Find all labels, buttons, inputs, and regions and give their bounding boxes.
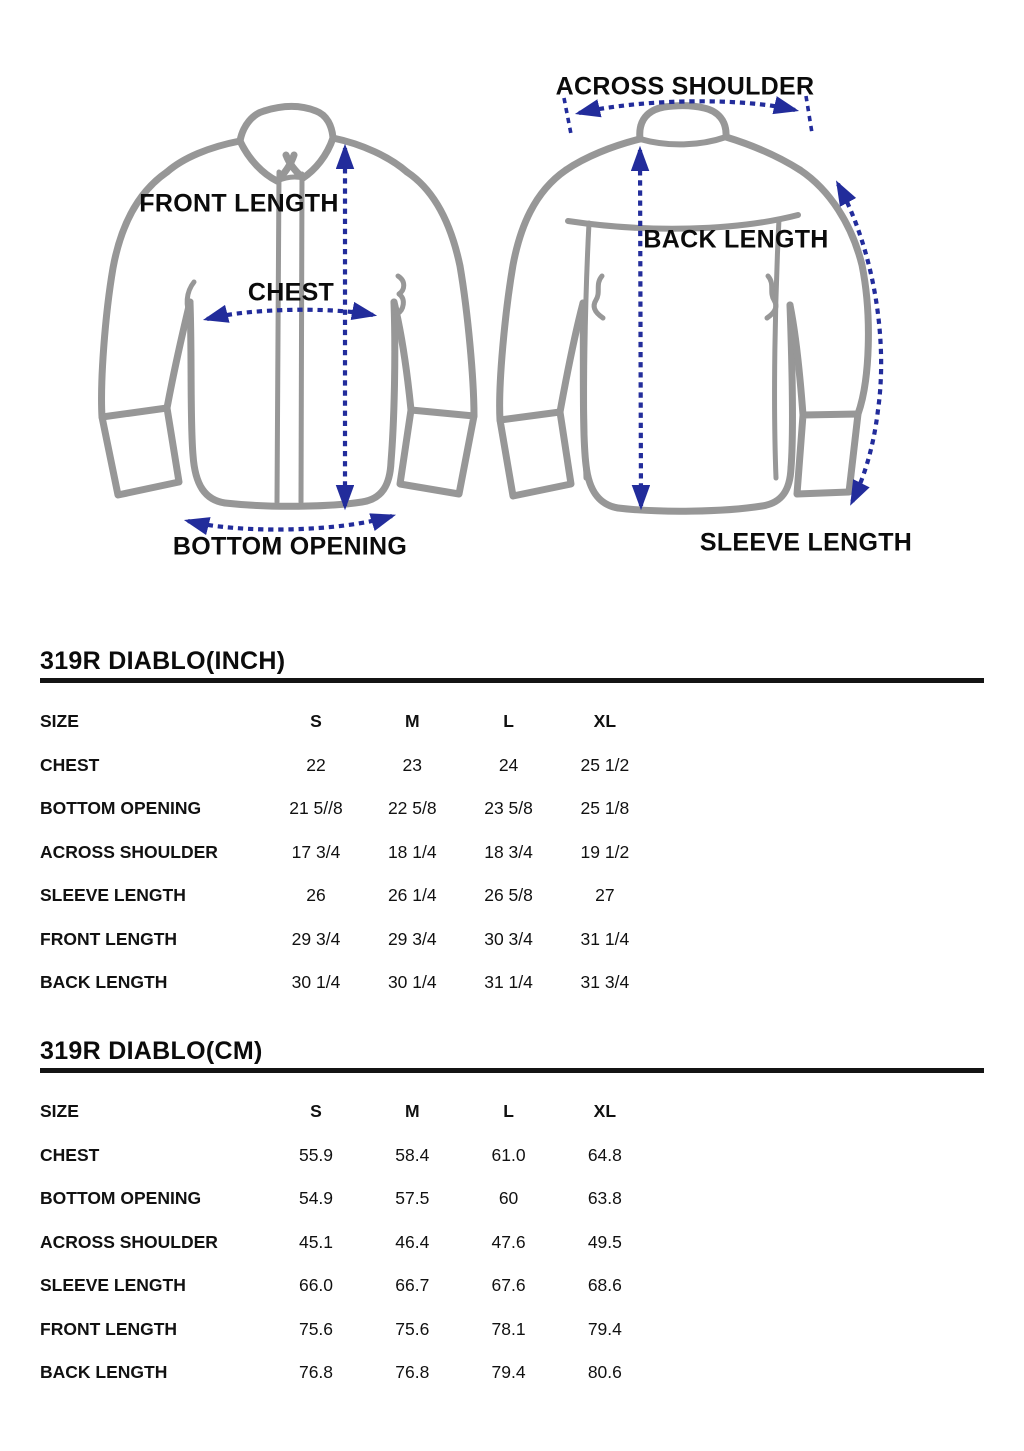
measurement-row: [40, 961, 653, 1005]
size-label-header: SIZE: [40, 1101, 79, 1122]
measurement-value: 17 3/4: [291, 841, 341, 862]
measurement-row: [40, 831, 653, 875]
measurement-value: 19 1/2: [580, 841, 630, 862]
measurement-value: 49.5: [587, 1231, 622, 1252]
measurement-value: 61.0: [491, 1144, 526, 1165]
measurement-value: 78.1: [491, 1318, 526, 1339]
measurement-row: [40, 787, 653, 831]
inch-size-table: [40, 700, 653, 1005]
measurement-value: 29 3/4: [387, 928, 437, 949]
size-column-header: M: [404, 711, 420, 732]
measurement-value: 66.7: [395, 1275, 430, 1296]
measurement-value: 29 3/4: [291, 928, 341, 949]
back-length-label: BACK LENGTH: [643, 225, 829, 254]
measurement-value: 30 3/4: [484, 928, 533, 949]
cm-table-section: [40, 1038, 984, 1395]
measurement-value: 25 1/2: [580, 754, 630, 775]
chest-label: CHEST: [247, 278, 335, 307]
measurement-row: [40, 1308, 653, 1352]
measurement-value: 21 5//8: [289, 798, 343, 819]
size-column-header: L: [503, 1101, 514, 1122]
measurement-label: ACROSS SHOULDER: [40, 841, 218, 862]
measurement-value: 47.6: [491, 1231, 526, 1252]
cm-divider-rule: [40, 1068, 984, 1073]
measurement-label: CHEST: [40, 754, 100, 775]
size-header-row: [40, 700, 653, 744]
measurement-row: [40, 744, 653, 788]
measurement-value: 18 1/4: [387, 841, 437, 862]
measurement-value: 22: [306, 754, 326, 775]
measurement-value: 54.9: [298, 1188, 334, 1209]
measurement-value: 22 5/8: [387, 798, 437, 819]
measurement-value: 75.6: [298, 1318, 334, 1339]
measurement-row: [40, 1221, 653, 1265]
across-shoulder-tick-right: [806, 96, 812, 133]
measurement-value: 45.1: [298, 1231, 334, 1252]
measurement-label: SLEEVE LENGTH: [40, 1275, 186, 1296]
measurement-label: BACK LENGTH: [40, 972, 168, 993]
measurement-diagram: [0, 0, 1024, 625]
measurement-label: SLEEVE LENGTH: [40, 885, 186, 906]
measurement-value: 60: [498, 1188, 519, 1209]
measurement-value: 30 1/4: [291, 972, 341, 993]
inch-table-section: [40, 648, 984, 1005]
measurement-row: [40, 1177, 653, 1221]
measurement-label: FRONT LENGTH: [40, 928, 178, 949]
size-column-header: XL: [593, 711, 617, 732]
measurement-value: 24: [498, 754, 519, 775]
measurement-value: 26 1/4: [387, 885, 437, 906]
measurement-value: 18 3/4: [484, 841, 533, 862]
sleeve-length-arrow: [838, 184, 881, 502]
measurement-value: 31 1/4: [580, 928, 630, 949]
measurement-label: FRONT LENGTH: [40, 1318, 178, 1339]
measurement-label: BACK LENGTH: [40, 1362, 168, 1383]
measurement-value: 64.8: [587, 1144, 622, 1165]
measurement-value: 27: [595, 885, 615, 906]
back-length-arrow: [640, 150, 641, 506]
measurement-label: CHEST: [40, 1144, 100, 1165]
measurement-value: 66.0: [298, 1275, 334, 1296]
measurement-value: 46.4: [395, 1231, 430, 1252]
chest-arrow: [207, 310, 373, 319]
measurement-value: 57.5: [395, 1188, 430, 1209]
cm-table-title: 319R DIABLO(CM): [40, 1037, 263, 1065]
back-shirt-outline: [500, 106, 869, 512]
measurement-value: 76.8: [395, 1362, 430, 1383]
measurement-value: 75.6: [395, 1318, 430, 1339]
measurement-value: 26: [306, 885, 326, 906]
measurement-value: 79.4: [587, 1318, 622, 1339]
measurement-value: 63.8: [587, 1188, 622, 1209]
size-label-header: SIZE: [40, 711, 79, 732]
measurement-row: [40, 1264, 653, 1308]
cm-size-table: [40, 1090, 653, 1395]
inch-table-title: 319R DIABLO(INCH): [40, 647, 286, 675]
size-column-header: XL: [593, 1101, 617, 1122]
measurement-value: 55.9: [298, 1144, 334, 1165]
measurement-value: 31 1/4: [484, 972, 533, 993]
measurement-value: 25 1/8: [580, 798, 630, 819]
measurement-value: 79.4: [491, 1362, 526, 1383]
measurement-row: [40, 918, 653, 962]
measurement-value: 67.6: [491, 1275, 526, 1296]
bottom-opening-label: BOTTOM OPENING: [172, 532, 408, 561]
measurement-row: [40, 1351, 653, 1395]
across-shoulder-label: ACROSS SHOULDER: [555, 72, 815, 101]
measurement-value: 80.6: [587, 1362, 622, 1383]
measurement-value: 23 5/8: [484, 798, 533, 819]
size-header-row: [40, 1090, 653, 1134]
measurement-value: 30 1/4: [387, 972, 437, 993]
front-length-label: FRONT LENGTH: [139, 189, 339, 218]
inch-divider-rule: [40, 678, 984, 683]
size-column-header: S: [310, 711, 322, 732]
measurement-value: 31 3/4: [580, 972, 630, 993]
measurement-row: [40, 874, 653, 918]
measurement-label: BOTTOM OPENING: [40, 1188, 202, 1209]
measurement-value: 76.8: [298, 1362, 334, 1383]
bottom-opening-arrow: [188, 516, 392, 530]
measurement-label: ACROSS SHOULDER: [40, 1231, 218, 1252]
measurement-value: 26 5/8: [484, 885, 533, 906]
measurement-value: 23: [402, 754, 423, 775]
measurement-label: BOTTOM OPENING: [40, 798, 202, 819]
measurement-value: 58.4: [395, 1144, 430, 1165]
size-column-header: L: [503, 711, 514, 732]
measurement-value: 68.6: [587, 1275, 622, 1296]
measurement-row: [40, 1134, 653, 1178]
size-column-header: M: [404, 1101, 420, 1122]
across-shoulder-tick-left: [564, 98, 571, 134]
size-column-header: S: [310, 1101, 322, 1122]
sleeve-length-label: SLEEVE LENGTH: [699, 528, 913, 557]
